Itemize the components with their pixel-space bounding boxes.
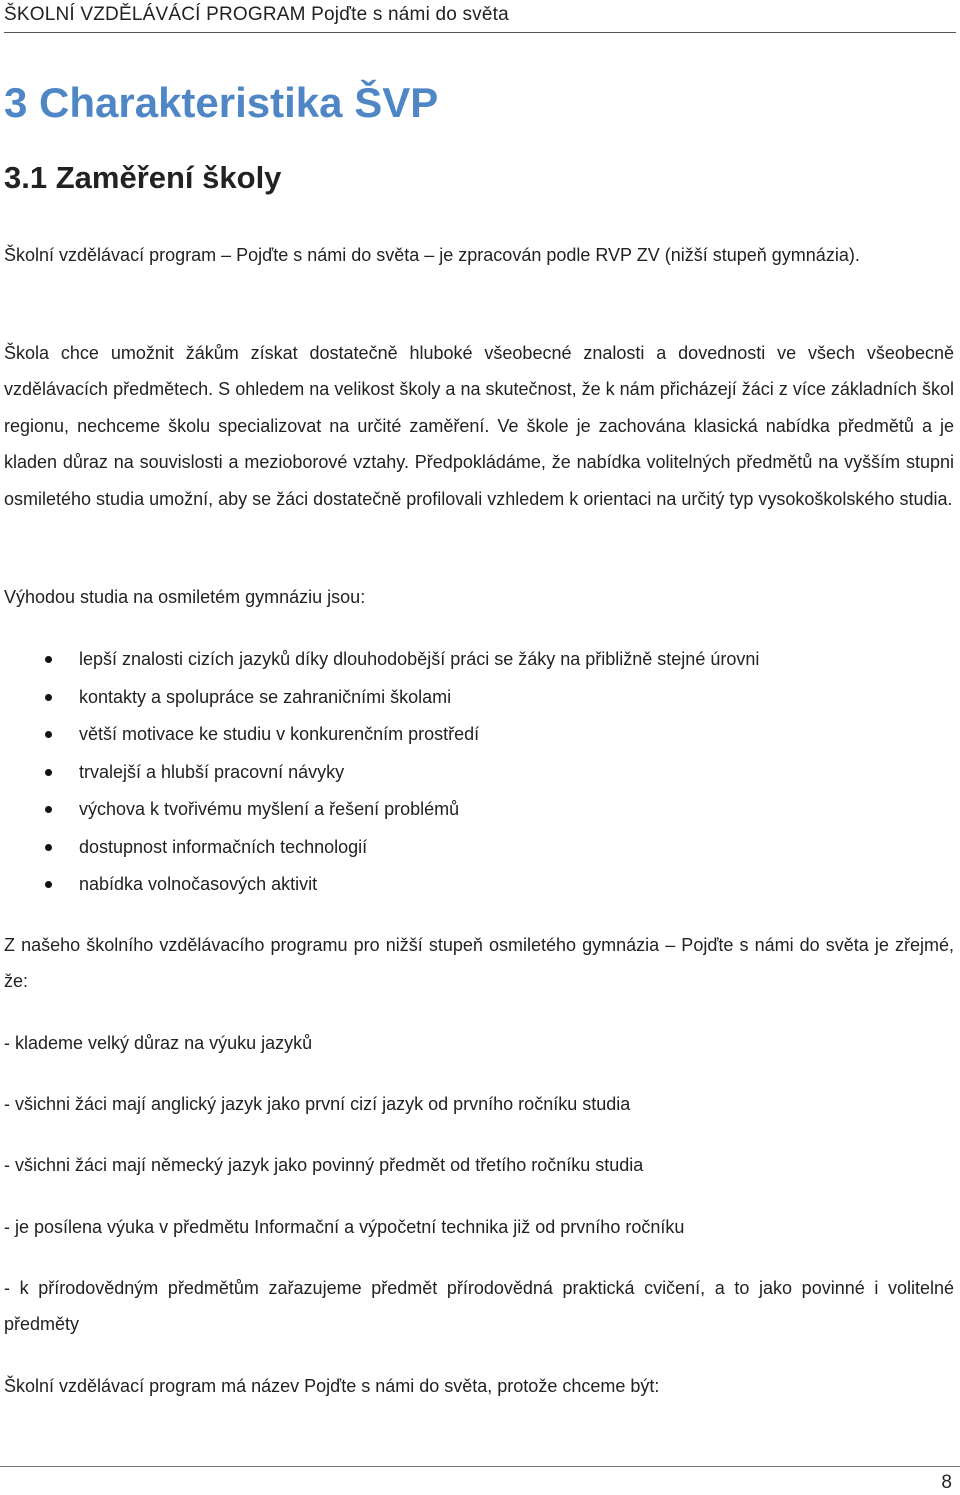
bullet-icon	[45, 806, 52, 813]
footer-divider	[0, 1466, 960, 1467]
list-item-text: trvalejší a hlubší pracovní návyky	[79, 761, 345, 782]
intro-paragraph: Školní vzdělávací program – Pojďte s námi do světa – je zpracován podle RVP ZV (nižší stupeň gymnázia).	[4, 245, 860, 265]
dash-item: - k přírodovědným předmětům zařazujeme předmět přírodovědná praktická cvičení, a to jako povinné i volitelné předměty	[4, 1278, 954, 1335]
list-item	[4, 716, 954, 754]
dash-item: - všichni žáci mají anglický jazyk jako první cizí jazyk od prvního ročníku studia	[4, 1094, 631, 1114]
list-item	[4, 829, 954, 867]
bullet-icon	[45, 656, 52, 663]
list-item	[4, 754, 954, 792]
bullet-icon	[45, 881, 52, 888]
bullet-icon	[45, 769, 52, 776]
program-intro-paragraph: Z našeho školního vzdělávacího programu pro nižší stupeň osmiletého gymnázia – Pojďte s námi do světa je zřejmé, že:	[4, 935, 954, 992]
advantages-intro: Výhodou studia na osmiletém gymnáziu jsou:	[4, 587, 366, 607]
page-number: 8	[941, 1472, 952, 1493]
dash-item: - je posílena výuka v předmětu Informační a výpočetní technika již od prvního ročníku	[4, 1217, 685, 1237]
dash-item: - všichni žáci mají německý jazyk jako povinný předmět od třetího ročníku studia	[4, 1155, 644, 1175]
list-item-text: větší motivace ke studiu v konkurenčním prostředí	[79, 724, 480, 744]
list-item	[4, 641, 954, 679]
bullet-icon	[45, 844, 52, 851]
list-item-text: dostupnost informačních technologií	[79, 836, 368, 857]
list-item-text: kontakty a spolupráce se zahraničními školami	[79, 686, 452, 707]
dash-item: - klademe velký důraz na výuku jazyků	[4, 1033, 313, 1053]
list-item-text: lepší znalosti cizích jazyků díky dlouhodobější práci se žáky na přibližně stejné úrovni	[79, 649, 760, 669]
focus-paragraph: Škola chce umožnit žákům získat dostatečně hluboké všeobecné znalosti a dovednosti ve všech všeobecně vzdělávacích předmětech. S ohledem na velikost školy a na skutečnost, že k nám přicházejí žáci z více základních škol regionu, nechceme školu specializovat na určité zaměření. Ve škole je zachována klasická nabídka předmětů a je kladen důraz na souvislosti a mezioborové vztahy. Předpokládáme, že nabídka volitelných předmětů na vyšším stupni osmiletého studia umožní, aby se žáci dostatečně profilovali vzhledem k orientaci na určitý typ vysokoškolského studia.	[4, 343, 954, 509]
list-item-text: výchova k tvořivému myšlení a řešení problémů	[79, 799, 460, 819]
closing-paragraph: Školní vzdělávací program má název Pojďte s námi do světa, protože chceme být:	[4, 1376, 660, 1396]
bullet-icon	[45, 731, 52, 738]
section-heading: 3.1 Zaměření školy	[4, 160, 282, 195]
list-item	[4, 791, 954, 829]
running-header: ŠKOLNÍ VZDĚLÁVÁCÍ PROGRAM Pojďte s námi do světa	[4, 0, 956, 33]
advantages-list	[4, 641, 954, 904]
bullet-icon	[45, 694, 52, 701]
list-item	[4, 679, 954, 717]
chapter-heading: 3 Charakteristika ŠVP	[4, 79, 439, 126]
list-item	[4, 866, 954, 904]
list-item-text: nabídka volnočasových aktivit	[79, 874, 318, 894]
